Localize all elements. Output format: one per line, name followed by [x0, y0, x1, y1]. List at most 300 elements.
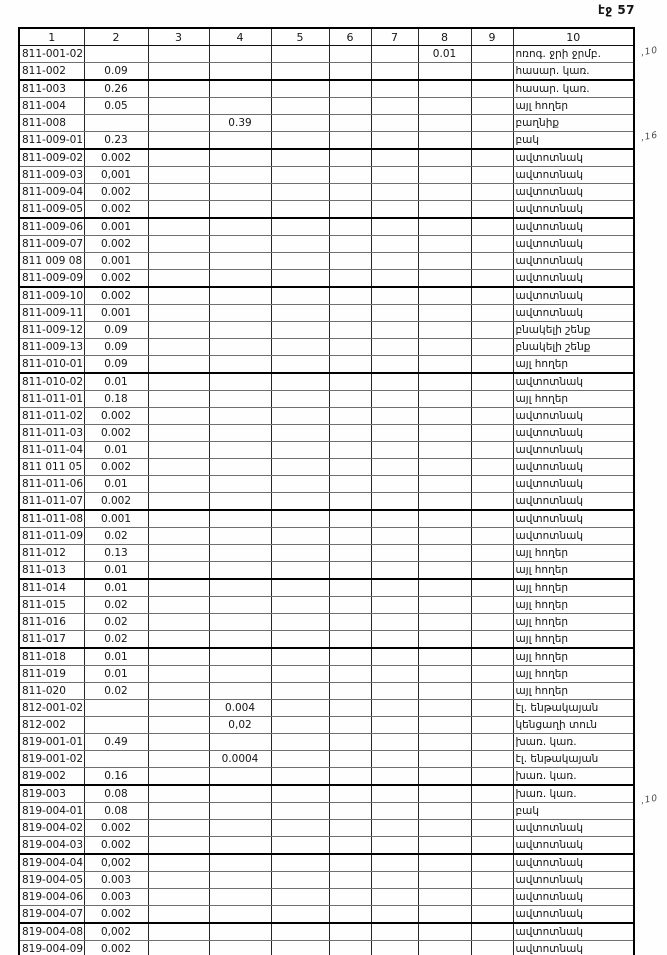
- parcel-code-cell: 811-019: [19, 666, 84, 683]
- value-cell: 0.002: [84, 408, 148, 425]
- value-cell: [329, 305, 371, 322]
- value-cell: [329, 149, 371, 167]
- table-row: [19, 236, 634, 253]
- value-cell: [418, 923, 471, 941]
- parcel-code-cell: 819-004-03: [19, 837, 84, 855]
- value-cell: [209, 579, 271, 597]
- value-cell: [148, 218, 209, 236]
- value-cell: [148, 889, 209, 906]
- land-use-label-cell: այլ հողեր: [513, 614, 634, 631]
- land-use-label-cell: ավտոտնակ: [513, 184, 634, 201]
- value-cell: [418, 201, 471, 219]
- value-cell: [148, 236, 209, 253]
- parcel-code-cell: 819-001-01: [19, 734, 84, 751]
- land-use-label-cell: ավտոտնակ: [513, 872, 634, 889]
- parcel-code-cell: 811-016: [19, 614, 84, 631]
- value-cell: [271, 270, 329, 288]
- value-cell: [471, 408, 513, 425]
- value-cell: 0.01: [84, 562, 148, 580]
- value-cell: [418, 906, 471, 924]
- value-cell: [148, 683, 209, 700]
- value-cell: 0.001: [84, 510, 148, 528]
- value-cell: 0.002: [84, 459, 148, 476]
- value-cell: [371, 510, 418, 528]
- value-cell: [418, 768, 471, 786]
- value-cell: [418, 322, 471, 339]
- value-cell: [418, 803, 471, 820]
- value-cell: [271, 149, 329, 167]
- value-cell: [329, 510, 371, 528]
- value-cell: [371, 201, 418, 219]
- value-cell: [371, 872, 418, 889]
- land-use-label-cell: ավտոտնակ: [513, 236, 634, 253]
- land-use-label-cell: այլ հողեր: [513, 562, 634, 580]
- value-cell: [271, 579, 329, 597]
- value-cell: [148, 459, 209, 476]
- land-use-label-cell: բակ: [513, 132, 634, 150]
- parcel-code-cell: 819-003: [19, 785, 84, 803]
- value-cell: [209, 854, 271, 872]
- value-cell: [329, 700, 371, 717]
- value-cell: [148, 666, 209, 683]
- parcel-code-cell: 811-011-03: [19, 425, 84, 442]
- value-cell: [471, 510, 513, 528]
- value-cell: [271, 768, 329, 786]
- value-cell: 0.09: [84, 322, 148, 339]
- value-cell: [371, 597, 418, 614]
- value-cell: [371, 149, 418, 167]
- value-cell: [209, 820, 271, 837]
- land-use-label-cell: ավտոտնակ: [513, 167, 634, 184]
- value-cell: [148, 253, 209, 270]
- value-cell: [209, 46, 271, 63]
- value-cell: [271, 305, 329, 322]
- value-cell: [148, 510, 209, 528]
- value-cell: [329, 648, 371, 666]
- parcel-code-cell: 811-009-03: [19, 167, 84, 184]
- value-cell: [148, 597, 209, 614]
- value-cell: [418, 80, 471, 98]
- value-cell: [371, 287, 418, 305]
- value-cell: [371, 854, 418, 872]
- value-cell: [329, 339, 371, 356]
- table-row: [19, 700, 634, 717]
- value-cell: [209, 80, 271, 98]
- value-cell: [418, 820, 471, 837]
- land-use-label-cell: խառ. կառ.: [513, 768, 634, 786]
- value-cell: 0,002: [84, 854, 148, 872]
- value-cell: [329, 80, 371, 98]
- table-row: [19, 545, 634, 562]
- value-cell: [329, 132, 371, 150]
- value-cell: [371, 923, 418, 941]
- parcel-code-cell: 811-011-04: [19, 442, 84, 459]
- value-cell: [418, 889, 471, 906]
- value-cell: [371, 820, 418, 837]
- table-row: [19, 442, 634, 459]
- column-header-4: 4: [209, 28, 271, 46]
- parcel-code-cell: 811-014: [19, 579, 84, 597]
- value-cell: [418, 493, 471, 511]
- value-cell: [209, 493, 271, 511]
- value-cell: [148, 408, 209, 425]
- value-cell: [271, 98, 329, 115]
- value-cell: [418, 63, 471, 81]
- parcel-code-cell: 811-003: [19, 80, 84, 98]
- value-cell: [471, 356, 513, 374]
- value-cell: [209, 476, 271, 493]
- column-header-2: 2: [84, 28, 148, 46]
- value-cell: [209, 442, 271, 459]
- value-cell: [371, 270, 418, 288]
- value-cell: [148, 270, 209, 288]
- parcel-code-cell: 811-009-12: [19, 322, 84, 339]
- land-use-label-cell: այլ հողեր: [513, 631, 634, 649]
- value-cell: [329, 356, 371, 374]
- value-cell: [148, 648, 209, 666]
- value-cell: [471, 854, 513, 872]
- land-use-label-cell: ավտոտնակ: [513, 459, 634, 476]
- value-cell: [371, 356, 418, 374]
- table-row: [19, 614, 634, 631]
- value-cell: 0.23: [84, 132, 148, 150]
- value-cell: [271, 425, 329, 442]
- parcel-code-cell: 811-001-02: [19, 46, 84, 63]
- land-use-label-cell: ավտոտնակ: [513, 149, 634, 167]
- value-cell: [371, 167, 418, 184]
- value-cell: [148, 803, 209, 820]
- value-cell: 0.02: [84, 597, 148, 614]
- value-cell: [148, 442, 209, 459]
- value-cell: [271, 167, 329, 184]
- value-cell: [371, 734, 418, 751]
- table-row: [19, 270, 634, 288]
- value-cell: [271, 562, 329, 580]
- land-use-label-cell: էլ. ենթակայան: [513, 700, 634, 717]
- value-cell: [209, 305, 271, 322]
- value-cell: 0.002: [84, 236, 148, 253]
- value-cell: [371, 442, 418, 459]
- value-cell: [329, 666, 371, 683]
- parcel-code-cell: 811-009-11: [19, 305, 84, 322]
- table-row: [19, 391, 634, 408]
- value-cell: [209, 373, 271, 391]
- value-cell: [371, 476, 418, 493]
- value-cell: [418, 683, 471, 700]
- value-cell: [271, 63, 329, 81]
- land-use-label-cell: խառ. կառ.: [513, 734, 634, 751]
- value-cell: [418, 305, 471, 322]
- table-row: [19, 305, 634, 322]
- value-cell: [271, 510, 329, 528]
- value-cell: [371, 837, 418, 855]
- value-cell: [271, 717, 329, 734]
- table-row: [19, 184, 634, 201]
- table-row: [19, 734, 634, 751]
- table-row: [19, 63, 634, 81]
- parcel-code-cell: 811-011-09: [19, 528, 84, 545]
- value-cell: [471, 906, 513, 924]
- value-cell: [209, 270, 271, 288]
- value-cell: [329, 459, 371, 476]
- table-row: [19, 528, 634, 545]
- parcel-code-cell: 811-017: [19, 631, 84, 649]
- parcel-code-cell: 812-001-02: [19, 700, 84, 717]
- table-row: [19, 201, 634, 219]
- value-cell: [471, 493, 513, 511]
- value-cell: [148, 46, 209, 63]
- land-use-label-cell: ավտոտնակ: [513, 941, 634, 955]
- handwritten-margin-note: ,16: [640, 130, 660, 144]
- land-use-label-cell: բնակելի շենք: [513, 322, 634, 339]
- value-cell: [271, 459, 329, 476]
- value-cell: [148, 614, 209, 631]
- land-use-label-cell: ավտոտնակ: [513, 305, 634, 322]
- value-cell: 0.01: [84, 579, 148, 597]
- value-cell: [209, 837, 271, 855]
- value-cell: 0.002: [84, 201, 148, 219]
- value-cell: [84, 115, 148, 132]
- value-cell: [148, 631, 209, 649]
- value-cell: [371, 700, 418, 717]
- value-cell: [329, 373, 371, 391]
- table-row: [19, 717, 634, 734]
- value-cell: 0,02: [209, 717, 271, 734]
- value-cell: [418, 236, 471, 253]
- value-cell: [471, 923, 513, 941]
- value-cell: [418, 597, 471, 614]
- value-cell: [329, 115, 371, 132]
- value-cell: [371, 391, 418, 408]
- value-cell: [209, 201, 271, 219]
- value-cell: [209, 768, 271, 786]
- value-cell: [209, 510, 271, 528]
- value-cell: [329, 751, 371, 768]
- value-cell: [148, 80, 209, 98]
- value-cell: [471, 115, 513, 132]
- parcel-code-cell: 811-011-01: [19, 391, 84, 408]
- parcel-code-cell: 811-012: [19, 545, 84, 562]
- value-cell: [471, 167, 513, 184]
- value-cell: [471, 837, 513, 855]
- table-row: [19, 356, 634, 374]
- value-cell: [471, 579, 513, 597]
- value-cell: [271, 442, 329, 459]
- table-row: [19, 339, 634, 356]
- table-row: [19, 253, 634, 270]
- handwritten-margin-note: ,10: [640, 793, 660, 807]
- value-cell: 0.002: [84, 493, 148, 511]
- value-cell: [471, 648, 513, 666]
- value-cell: [148, 339, 209, 356]
- value-cell: [371, 373, 418, 391]
- value-cell: [271, 631, 329, 649]
- value-cell: [329, 236, 371, 253]
- land-use-label-cell: ոռոգ. ջրի ջրմբ.: [513, 46, 634, 63]
- header-row: [19, 28, 634, 46]
- land-use-label-cell: ավտոտնակ: [513, 528, 634, 545]
- value-cell: [329, 545, 371, 562]
- table-row: [19, 872, 634, 889]
- value-cell: [418, 751, 471, 768]
- parcel-code-cell: 811-009-09: [19, 270, 84, 288]
- land-use-label-cell: ավտոտնակ: [513, 270, 634, 288]
- table-row: [19, 941, 634, 955]
- parcel-code-cell: 819-004-07: [19, 906, 84, 924]
- value-cell: [271, 545, 329, 562]
- value-cell: [471, 941, 513, 955]
- parcel-code-cell: 811-011-08: [19, 510, 84, 528]
- value-cell: [371, 218, 418, 236]
- value-cell: [271, 80, 329, 98]
- value-cell: [418, 356, 471, 374]
- table-row: [19, 579, 634, 597]
- value-cell: 0.02: [84, 528, 148, 545]
- value-cell: [329, 597, 371, 614]
- value-cell: [148, 149, 209, 167]
- value-cell: 0.002: [84, 270, 148, 288]
- value-cell: [418, 132, 471, 150]
- value-cell: [271, 785, 329, 803]
- value-cell: 0.39: [209, 115, 271, 132]
- parcel-code-cell: 819-001-02: [19, 751, 84, 768]
- value-cell: [471, 373, 513, 391]
- value-cell: [148, 700, 209, 717]
- value-cell: [209, 218, 271, 236]
- value-cell: [329, 476, 371, 493]
- land-use-label-cell: խառ. կառ.: [513, 785, 634, 803]
- value-cell: [148, 98, 209, 115]
- value-cell: [418, 510, 471, 528]
- value-cell: [418, 184, 471, 201]
- value-cell: [271, 889, 329, 906]
- value-cell: [418, 614, 471, 631]
- value-cell: [418, 218, 471, 236]
- value-cell: [371, 98, 418, 115]
- land-use-label-cell: ավտոտնակ: [513, 923, 634, 941]
- value-cell: [271, 923, 329, 941]
- value-cell: [371, 785, 418, 803]
- column-header-5: 5: [271, 28, 329, 46]
- value-cell: [329, 889, 371, 906]
- value-cell: [418, 270, 471, 288]
- value-cell: [371, 631, 418, 649]
- value-cell: [471, 545, 513, 562]
- value-cell: [371, 562, 418, 580]
- value-cell: [471, 717, 513, 734]
- value-cell: [209, 391, 271, 408]
- parcel-code-cell: 811-009-05: [19, 201, 84, 219]
- value-cell: 0.13: [84, 545, 148, 562]
- value-cell: [271, 373, 329, 391]
- value-cell: [209, 683, 271, 700]
- table-row: [19, 132, 634, 150]
- value-cell: [271, 751, 329, 768]
- value-cell: [371, 80, 418, 98]
- table-row: [19, 768, 634, 786]
- value-cell: [371, 941, 418, 955]
- value-cell: [209, 545, 271, 562]
- parcel-code-cell: 811-009-04: [19, 184, 84, 201]
- value-cell: [471, 184, 513, 201]
- value-cell: [329, 631, 371, 649]
- land-use-label-cell: ավտոտնակ: [513, 854, 634, 872]
- value-cell: [471, 803, 513, 820]
- value-cell: [148, 768, 209, 786]
- value-cell: [418, 425, 471, 442]
- value-cell: [418, 579, 471, 597]
- value-cell: [471, 253, 513, 270]
- land-use-label-cell: այլ հողեր: [513, 683, 634, 700]
- value-cell: [329, 614, 371, 631]
- value-cell: [471, 322, 513, 339]
- value-cell: 0.01: [84, 476, 148, 493]
- value-cell: [209, 734, 271, 751]
- value-cell: [209, 597, 271, 614]
- table-row: [19, 425, 634, 442]
- value-cell: [148, 322, 209, 339]
- parcel-code-cell: 819-004-01: [19, 803, 84, 820]
- value-cell: [148, 820, 209, 837]
- table-row: [19, 648, 634, 666]
- value-cell: [271, 236, 329, 253]
- value-cell: [471, 63, 513, 81]
- value-cell: [418, 941, 471, 955]
- value-cell: [271, 115, 329, 132]
- value-cell: 0.001: [84, 305, 148, 322]
- value-cell: [271, 614, 329, 631]
- table-row: [19, 408, 634, 425]
- value-cell: [329, 820, 371, 837]
- table-row: [19, 167, 634, 184]
- value-cell: [209, 253, 271, 270]
- land-use-label-cell: հասար. կառ.: [513, 63, 634, 81]
- land-use-label-cell: ավտոտնակ: [513, 906, 634, 924]
- parcel-code-cell: 811-002: [19, 63, 84, 81]
- value-cell: [148, 545, 209, 562]
- value-cell: [471, 132, 513, 150]
- value-cell: [271, 597, 329, 614]
- land-use-label-cell: ավտոտնակ: [513, 201, 634, 219]
- value-cell: [371, 768, 418, 786]
- value-cell: 0.002: [84, 149, 148, 167]
- value-cell: [209, 562, 271, 580]
- value-cell: [471, 700, 513, 717]
- value-cell: [271, 941, 329, 955]
- land-use-label-cell: ավտոտնակ: [513, 218, 634, 236]
- value-cell: [371, 425, 418, 442]
- value-cell: [371, 339, 418, 356]
- value-cell: [148, 872, 209, 889]
- table-row: [19, 149, 634, 167]
- value-cell: [371, 493, 418, 511]
- value-cell: [371, 906, 418, 924]
- value-cell: 0.002: [84, 941, 148, 955]
- value-cell: [148, 717, 209, 734]
- value-cell: [148, 305, 209, 322]
- land-use-label-cell: այլ հողեր: [513, 391, 634, 408]
- value-cell: [271, 837, 329, 855]
- value-cell: [418, 339, 471, 356]
- land-use-label-cell: ավտոտնակ: [513, 476, 634, 493]
- value-cell: [148, 373, 209, 391]
- value-cell: [148, 184, 209, 201]
- value-cell: 0.01: [84, 648, 148, 666]
- value-cell: [209, 184, 271, 201]
- value-cell: [148, 562, 209, 580]
- value-cell: [471, 785, 513, 803]
- value-cell: [271, 803, 329, 820]
